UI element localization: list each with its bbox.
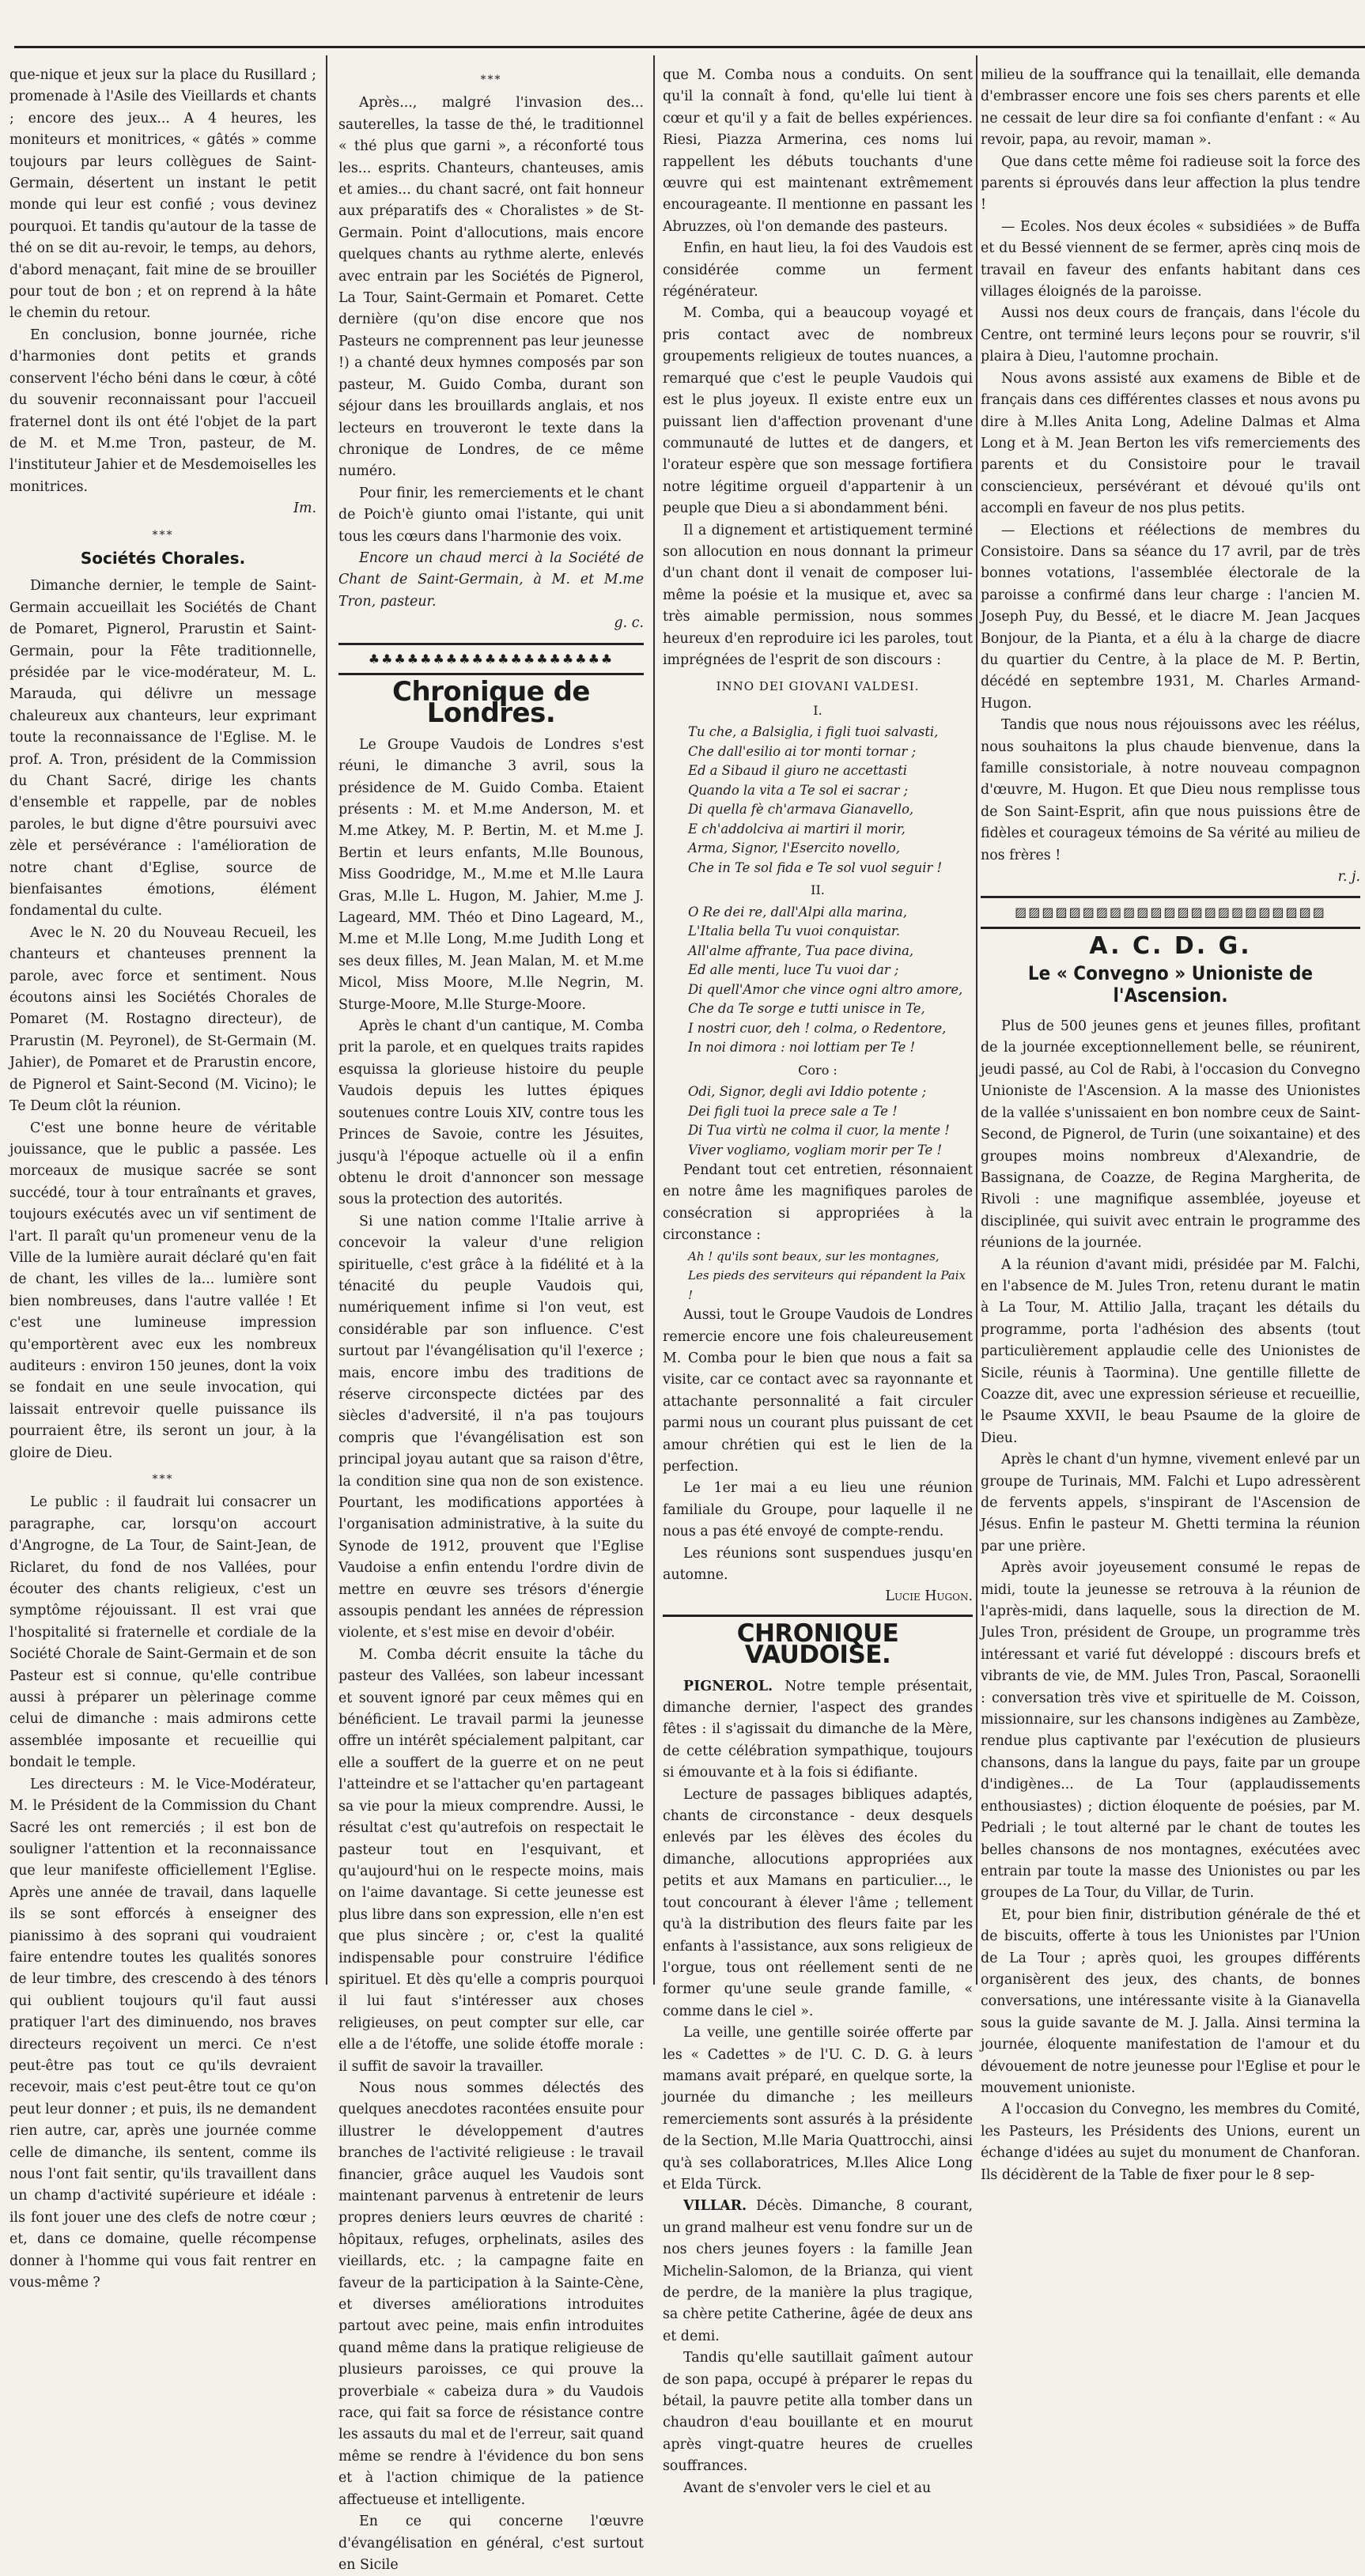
- signature: r. j.: [1337, 869, 1360, 886]
- paragraph: — Elections et réélections de membres du Consistoire. Dans sa séance du 17 avril, par de très bonnes votations, l'assemblée électorale de la paroisse a confirmé dans leur charge : l'ancien M. Joseph Puy, du Bessé, et le diacre M. Jean Jacques Bonjour, de la Pianta, et a élu à la charge de diacre du quartier du Centre, à la place de M. P. Bertin, décédé en septembre 1931, M. Charles Armand-Hugon.: [981, 522, 1360, 712]
- paragraph: Il a dignement et artistiquement terminé son allocution en nous donnant la primeur d'un chant dont il venait de composer lui-même la poésie et la musique et, avec sa très aimable permission, nous sommes heureux d'en reproduire ici les paroles, tout imprégnées de l'esprit de son discours :: [663, 522, 973, 668]
- column-3: [663, 65, 973, 2496]
- column-2: [338, 65, 644, 2573]
- paragraph: A la réunion d'avant midi, présidée par M. Falchi, en l'absence de M. Jules Tron, retenu durant le matin à La Tour, M. Attilio Jalla, traçant les détails du programme, porta l'adhésion des absents (tout particulièrement applaudie celle des Unionistes de Sicile, réunis à Taormina). Une gentille fillette de Coazze dit, avec une expression sérieuse et recueillie, le Psaume XXVII, le beau Psaume de la gloire de Dieu.: [981, 1256, 1360, 1446]
- paragraph-text: Décès. Dimanche, 8 courant, un grand malheur est venu fondre sur un de nos chers jeunes foyers : la famille Jean Michelin-Salomon, de la Brianza, qui vient de perdre, de la manière la plus tragique, sa chère petite Catherine, âgée de deux ans et demi.: [663, 2198, 973, 2344]
- paragraph: C'est une bonne heure de véritable jouissance, que le public a passée. Les morceaux de musique sacrée se sont succédé, tour à tour entraînants et graves, toujours exécutés avec un vif sentiment de l'art. Il paraît qu'un promeneur venu de la Ville de la lumière aurait déclaré qu'en fait de chant, les villes de la... lumière sont bien nombreuses, dans l'autre vallée ! Et c'est une lumineuse impression qu'emportèrent avec eux les nombreux auditeurs : environ 150 jeunes, dont la voix se fondait en une seule invocation, qui laissait entrevoir quelle puissance ils pourraient être, ils seront un jour, à la gloire de Dieu.: [9, 1120, 316, 1461]
- section-heading-chronique-vaudoise: CHRONIQUE VAUDOISE.: [736, 1618, 899, 1670]
- paragraph: — Ecoles. Nos deux écoles « subsidiées » de Buffa et du Bessé viennent de se fermer, après cinq mois de travail en faveur des enfants habitant dans ces villages éloignés de la paroisse.: [981, 218, 1360, 300]
- paragraph: En ce qui concerne l'œuvre d'évangélisation en général, c'est surtout en Sicile: [338, 2514, 644, 2573]
- paragraph: Le public : il faudrait lui consacrer un paragraphe, car, lorsqu'on accourt d'Angrogne, de La Tour, de Saint-Jean, de Riclaret, du fond de nos Vallées, pour écouter des chants religieux, c'est un symptôme réjouissant. Il est vrai que l'hospitalité si fraternelle et cordiale de la Société Chorale de Saint-Germain et de son Pasteur est si connue, qu'elle contribue aussi à préparer un pèlerinage comme celui de dimanche : mais admirons cette assemblée imposante et recueillie qui bondait le temple.: [9, 1494, 316, 1771]
- column-divider: [976, 55, 977, 1985]
- paragraph: Nous avons assisté aux examens de Bible et de français dans ces différentes classes et nous avons pu dire à M.lles Anita Long, Adeline Dalmas et Alma Long et à M. Jean Berton les vifs remerciements des parents et du Consistoire pour le travail consciencieux, persévérant et dévoué qu'ils ont accompli en faveur de nos plus petits.: [981, 370, 1360, 517]
- paragraph: Et, pour bien finir, distribution générale de thé et de biscuits, offerte à tous les Unionistes par l'Union de La Tour ; après quoi, les groupes différents organisèrent des jeux, des chants, de bonnes conversations, une intéressante visite à la Gianavella sous la guide savante de M. J. Jalla. Ainsi termina la journée, éloquente manifestation de l'amour et du dévouement de notre jeunesse pour l'Eglise et pour le mouvement unioniste.: [981, 1906, 1360, 2096]
- paragraph: Enfin, en haut lieu, la foi des Vaudois est considérée comme un ferment régénérateur.: [663, 240, 973, 300]
- section-heading-societes-chorales: Sociétés Chorales.: [80, 548, 246, 568]
- paragraph: Nous nous sommes délectés des quelques anecdotes racontées ensuite pour illustrer le développement d'autres branches de l'activité religieuse : le travail financier, grâce auquel les Vaudois sont maintenant parvenus à entretenir de leurs propres deniers leurs œuvres de charité : hôpitaux, refuges, orphelinats, asiles des vieillards, etc. ; la campagne faite en faveur de la participation à la Sainte-Cène, et diverses améliorations introduites partout avec peine, mais enfin introduites quand même dans la pratique religieuse de plusieurs paroisses, ce qui prouve la proverbiale « cabeiza dura » du Vaudois race, qui fait sa force de résistance contre les assauts du mal et de l'erreur, sait quand même se rendre à l'évidence du bon sens et à l'action chimique de la patience affectueuse et intelligente.: [338, 2079, 644, 2508]
- paragraph: En conclusion, bonne journée, riche d'harmonies dont petits et grands conservent l'écho béni dans le cœur, à côté du souvenir reconnaissant pour l'accueil fraternel dont ils ont été l'objet de la part de M. et M.me Tron, pasteur, de M. l'instituteur Jahier et de Mesdemoiselles les monitrices.: [9, 327, 316, 495]
- paragraph: Pendant tout cet entretien, résonnaient en notre âme les magnifiques paroles de consécration si appropriées à la circonstance :: [663, 1162, 973, 1244]
- paragraph: milieu de la souffrance qui la tenaillait, elle demanda d'embrasser encore une fois ses chers parents et elle ne cessait de leur dire sa foi confiante d'enfant : « Au revoir, papa, au revoir, maman ».: [981, 67, 1360, 149]
- paragraph: Plus de 500 jeunes gens et jeunes filles, profitant de la journée exceptionnellement belle, se réunirent, jeudi passé, au Col de Rabi, à l'occasion du Convegno Unioniste de l'Ascension. A la masse des Unionistes de la vallée s'unissaient en bon nombre ceux de Saint-Second, de Pignerol, de Turin (une soixantaine) et des groupes moins nombreux d'Alexandrie, de Bassignana, de Coazze, de Regina Margherita, de Rivoli : une magnifique assemblée, joyeuse et disciplinée, qui suivit avec entrain le programme des réunions de la journée.: [981, 1018, 1360, 1252]
- signature: g. c.: [614, 615, 644, 632]
- paragraph: Avec le N. 20 du Nouveau Recueil, les chanteurs et chanteuses prennent la parole, avec force et sentiment. Nous écoutons ainsi les Sociétés Chorales de Pomaret (M. Rostagno directeur), de Prarustin (M. Peyronel), de St-Germain (M. Jahier), de Pomaret et de Prarustin encore, de Pignerol et Saint-Second (M. Vicino); le Te Deum clôt la réunion.: [9, 924, 316, 1115]
- paragraph: Dimanche dernier, le temple de Saint-Germain accueillait les Sociétés de Chant de Pomaret, Pignerol, Prarustin et Saint-Germain, pour la Fête traditionnelle, présidée par le vice-modérateur, M. L. Marauda, qui délivre un message chaleureux aux chanteurs, leur exprimant toute la reconnaissance de l'Eglise. M. le prof. A. Tron, président de la Commission du Chant Sacré, dirige les chants d'ensemble et rappelle, par de nobles paroles, le but digne d'être poursuivi avec zèle et persévérance : l'amélioration de notre chant d'Eglise, source de bienfaisantes émotions, élément fondamental du culte.: [9, 578, 316, 920]
- column-divider: [326, 55, 327, 1985]
- signature: Lucie Hugon.: [885, 1588, 973, 1605]
- paragraph: Tandis que nous nous réjouissons avec les réélus, nous souhaitons la plus chaude bienvenue, dans la famille consistoriale, à notre nouveau compagnon d'œuvre, M. Hugon. Et que Dieu nous remplisse tous de Son Saint-Esprit, afin que nous puissions être de fidèles et courageux témoins de Sa vérité au milieu de nos frères !: [981, 717, 1360, 863]
- poem-stanza: O Re dei re, dall'Alpi alla marina, L'Italia bella Tu vuoi conquistar. All'alme affrante, Tua pace divina, Ed alle menti, luce Tu vuoi dar ; Di quell'Amor che vince ogni altro amore, Che da Te sorge e tutti unisce in Te, I nostri cuor, deh ! colma, o Redentore, In noi dimora : noi lottiam per Te !: [688, 904, 963, 1056]
- section-separator: ***: [480, 74, 502, 86]
- column-1: [9, 65, 316, 2291]
- paragraph: Si une nation comme l'Italie arrive à concevoir la valeur d'une religion spirituelle, c'est grâce à la fidélité et à la ténacité du peuple Vaudois qui, numériquement infime si l'on veut, est considérable par son influence. C'est surtout par l'évangélisation qu'il l'exerce ; mais, encore imbu des traditions de réserve circonspecte dictées par des siècles d'adversité, il n'a pas toujours compris que l'évangélisation est son principal joyau autant que sa raison d'être, la condition sine qua non de son existence. Pourtant, les modifications apportées à l'organisation administrative, à la suite du Synode de 1912, prouvent que l'Eglise Vaudoise a enfin entendu l'ordre divin de mettre en œuvre ses trésors d'énergie assoupis pendant les années de répression violente, et s'est mise en devoir d'obéir.: [338, 1213, 644, 1641]
- section-subheading-convegno: Le « Convegno » Unioniste de l'Ascension.: [1027, 962, 1314, 1007]
- chorus-label: Coro :: [798, 1062, 838, 1078]
- paragraph: Le Groupe Vaudois de Londres s'est réuni, le dimanche 3 avril, sous la présidence de M. Guido Comba. Etaient présents : M. et M.me Anderson, M. et M.me Atkey, M. P. Bertin, M. et M.me J. Bertin et leurs enfants, M.lle Bounous, Miss Goodridge, M., M.me et M.lle Laura Gras, M.lle L. Hugon, M. Jahier, M.me J. Lageard, MM. Théo et Dino Lageard, M., M.me et M.lle Long, M.me Judith Long et ses deux filles, M. Jean Malan, M. et M.me Micol, Miss Moore, M.lle Negrin, M. Sturge-Moore, M.lle Sturge-Moore.: [338, 736, 644, 1013]
- stanza-number: II.: [811, 882, 825, 898]
- paragraph: Avant de s'envoler vers le ciel et au: [683, 2480, 932, 2496]
- paragraph: Après avoir joyeusement consumé le repas de midi, toute la jeunesse se retrouva à la réunion de l'après-midi, dans laquelle, sous la direction de M. Jules Tron, président de Groupe, un programme très intéressant et varié fut développé : discours brefs et vibrants de vie, de MM. Jules Tron, Pascal, Soraonelli : conversation très vive et spirituelle de M. Coisson, missionnaire, sur les chansons indigènes au Zambèze, rendue plus captivante par l'exécution de plusieurs chansons, dans la langue du pays, faite par un groupe d'indigènes... de La Tour (applaudissements enthousiastes) ; diction éloquente de poésies, par M. Pedriali ; le tout alterné par le chant de toutes les belles chansons de nos montagnes, exécutées avec entrain par toute la masse des Unionistes ou par les groupes de La Tour, du Villar, de Turin.: [981, 1560, 1360, 1902]
- quotation: Ah ! qu'ils sont beaux, sur les montagnes, Les pieds des serviteurs qui répandent la Paix !: [688, 1248, 966, 1302]
- section-separator: ***: [152, 528, 174, 542]
- paragraph: Après le chant d'un hymne, vivement enlevé par un groupe de Turinais, MM. Falchi et Lupo adressèrent de fervents appels, s'inspirant de l'Ascension de Jésus. Enfin le pasteur M. Ghetti termina la réunion par une prière.: [981, 1452, 1360, 1554]
- stanza-number: I.: [813, 702, 822, 718]
- paragraph: que-nique et jeux sur la place du Rusillard ; promenade à l'Asile des Vieillards et chants ; encore des jeux... A 4 heures, les moniteurs et monitrices, « gâtés » comme toujours par leurs collègues de Saint-Germain, désertent un instant le petit monde qui leur est confié ; vous devinez pourquoi. Et tandis qu'autour de la tasse de thé on se dit au-revoir, le temps, au dehors, d'abord menaçant, fait mine de se brouiller pour tout de bon ; et on reprend à la hâte le chemin du retour.: [9, 67, 316, 322]
- paragraph: M. Comba décrit ensuite la tâche du pasteur des Vallées, son labeur incessant et souvent ignoré par ceux mêmes qui en bénéficient. Le travail parmi la jeunesse offre un intérêt spécialement palpitant, car elle a souffert de la guerre et on ne peut l'atteindre et se l'attacher qu'en partageant sa vie pour la mieux comprendre. Aussi, le résultat c'est qu'autrefois on respectait le pasteur tout en l'esquivant, et qu'aujourd'hui on le respecte moins, mais on l'aime davantage. Si cette jeunesse est plus libre dans son expression, elle n'en est que plus sincère ; or, c'est la qualité indispensable pour construire l'édifice spirituel. Et dès qu'elle a compris pourquoi il lui faut s'intéresser aux choses religieuses, on peut compter sur elle, car elle a de l'étoffe, une solide étoffe morale : il suffit de savoir la travailler.: [338, 1646, 644, 2075]
- section-heading-acdg: A. C. D. G.: [1089, 931, 1252, 960]
- paragraph: La veille, une gentille soirée offerte par les « Cadettes » de l'U. C. D. G. à leurs mamans avait préparé, en quelque sorte, la journée du dimanche ; les meilleurs remerciements sont assurés à la présidente de la Section, M.lle Maria Quattrocchi, ainsi qu'à ses collaboratrices, M.lles Alice Long et Elda Türck.: [663, 2025, 973, 2193]
- paragraph: Tandis qu'elle sautillait gaîment autour de son papa, occupé à préparer le repas du bétail, la pauvre petite alla tomber dans un chaudron d'eau bouillante et en mourut après vingt-quatre heures de cruelles souffrances.: [663, 2350, 973, 2475]
- section-heading-chronique-londres: Chronique de Londres.: [392, 675, 590, 730]
- poem-chorus: Odi, Signor, degli avi Iddio potente ; Dei figli tuoi la prece sale a Te ! Di Tua virtù ne colma il cuor, la mente ! Viver vogliamo, vogliam morir per Te !: [688, 1084, 950, 1158]
- paragraph: Lecture de passages bibliques adaptés, chants de circonstance - deux desquels enlevés par les élèves des écoles du dimanche, allocutions appropriées aux petits et aux Mamans en particulier..., le tout concourant à élever l'âme ; tellement qu'à la distribution des fleurs faite par les enfants à l'assistance, aux sons religieux de l'orgue, tous ont réellement senti de ne former qu'une seule grande famille, « comme dans le ciel ».: [663, 1786, 973, 2019]
- poem-title: INNO DEI GIOVANI VALDESI.: [716, 679, 920, 694]
- paragraph: Aussi nos deux cours de français, dans l'école du Centre, ont terminé leurs leçons pour se rouvrir, s'il plaira à Dieu, l'automne prochain.: [981, 305, 1360, 365]
- paragraph: Pour finir, les remerciements et le chant de Poich'è giunto omai l'istante, qui unit tous les cœurs dans l'harmonie des voix.: [338, 485, 644, 545]
- section-separator: ***: [152, 1473, 174, 1486]
- column-4: [981, 65, 1360, 2183]
- ornament-divider: ♣♣♣♣♣♣♣♣♣♣♣♣♣♣♣♣♣♣♣: [338, 643, 644, 675]
- paragraph: Les directeurs : M. le Vice-Modérateur, M. le Président de la Commission du Chant Sacré les ont remerciés ; il est bon de souligner l'attention et la reconnaissance que leur manifeste officiellement l'Eglise. Après une année de travail, dans laquelle ils se sont efforcés à enseigner des pianissimo à des soprani qui voudraient faire entendre toutes les qualités sonores de leur timbre, des crescendo à des ténors qui oublient toujours qu'il faut aussi pratiquer l'art des diminuendo, nos braves directeurs reçoivent un merci. Ce n'est peut-être pas tout ce qu'ils devraient recevoir, mais c'est peut-être tout ce qu'on peut leur donner ; et puis, ils ne demandent rien autre, car, après une journée comme celle de dimanche, ils sentent, comme ils nous l'ont fait sentir, qu'ils travaillent dans un champ d'activité supérieure et idéale : ils font jouer une des clefs de notre cœur ; et, dans ce domaine, quelle récompense donner à l'homme qui vous fait rentrer en vous-même ?: [9, 1776, 316, 2291]
- place-name: PIGNEROL.: [683, 1678, 773, 1694]
- signature: Im.: [293, 500, 316, 517]
- paragraph: Que dans cette même foi radieuse soit la force des parents si éprouvés dans leur affection la plus tendre !: [981, 153, 1360, 213]
- paragraph: A l'occasion du Convegno, les membres du Comité, les Pasteurs, les Présidents des Unions, eurent un échange d'idées au sujet du monument de Chanforan. Ils décidèrent de la Table de fixer pour le 8 sep-: [981, 2102, 1360, 2183]
- ornament-divider: ▨▨▨▨▨▨▨▨▨▨▨▨▨▨▨▨▨▨▨▨▨▨▨: [981, 896, 1360, 928]
- paragraph: Après le chant d'un cantique, M. Comba prit la parole, et en quelques traits rapides esquissa la glorieuse histoire du peuple Vaudois depuis les luttes épiques soutenues contre Louis XIV, contre tous les Princes de Savoie, contre les Jésuites, jusqu'à l'époque actuelle où il a enfin obtenu le droit d'annoncer son message sous la protection des autorités.: [338, 1018, 644, 1208]
- paragraph: [663, 1676, 973, 1785]
- place-name: VILLAR.: [683, 2198, 747, 2215]
- column-divider: [653, 55, 655, 1985]
- paragraph: Le 1er mai a eu lieu une réunion familiale du Groupe, pour laquelle il ne nous a pas été envoyé de compte-rendu.: [663, 1480, 973, 1540]
- paragraph: Encore un chaud merci à la Société de Chant de Saint-Germain, à M. et M.me Tron, pasteur.: [338, 550, 644, 610]
- poem-stanza: Tu che, a Balsiglia, i figli tuoi salvasti, Che dall'esilio ai tor monti tornar ; Ed a Sibaud il giuro ne accettasti Quando la vita a Te sol ei sacrar ; Di quella fè ch'armava Gianavello, E ch'addolciva ai martiri il morir, Arma, Signor, l'Esercito novello, Che in Te sol fida e Te sol vuol seguir !: [688, 724, 943, 875]
- paragraph: M. Comba, qui a beaucoup voyagé et pris contact avec de nombreux groupements religieux de toutes nuances, a remarqué que c'est le peuple Vaudois qui est le plus joyeux. Il existe entre eux un puissant lien d'affection provenant d'une communauté de luttes et de dangers, et l'orateur espère que son message fortifiera notre légitime orgueil d'appartenir à un peuple que Dieu a si abondamment béni.: [663, 305, 973, 517]
- paragraph: Après..., malgré l'invasion des... sauterelles, la tasse de thé, le traditionnel « thé plus que garni », a réconforté tous les... esprits. Chanteurs, chanteuses, amis et amies... du chant sacré, ont fait honneur aux préparatifs des « Choralistes » de St-Germain. Point d'allocutions, mais encore quelques chants au rythme alerte, enlevés avec entrain par les Sociétés de Pignerol, La Tour, Saint-Germain et Pomaret. Cette dernière (qu'on dise encore que nos Pasteurs ne comprennent pas leur jeunesse !) a chanté deux hymnes composés par son pasteur, M. Guido Comba, durant son séjour dans les brouillards anglais, et nos lecteurs en trouveront le texte dans la chronique de Londres, de ce même numéro.: [338, 95, 644, 480]
- paragraph: [663, 2196, 973, 2347]
- paragraph: Les réunions sont suspendues jusqu'en automne.: [663, 1545, 973, 1583]
- paragraph-text: Notre temple présentait, dimanche dernier, l'aspect des grandes fêtes : il s'agissait du dimanche de la Mère, de cette célébration sympathique, toujours si émouvante et à la fois si édifiante.: [663, 1678, 973, 1781]
- paragraph: que M. Comba nous a conduits. On sent qu'il la connaît à fond, qu'elle lui tient à cœur et qu'il y a fait de belles expériences. Riesi, Piazza Armerina, ces noms lui rappellent les débuts touchants d'une œuvre qui est maintenant extrêmement encourageante. Il mentionne en passant les Abruzzes, où l'on demande des pasteurs.: [663, 67, 973, 235]
- paragraph: Aussi, tout le Groupe Vaudois de Londres remercie encore une fois chaleureusement M. Comba pour le bien que nous a fait sa visite, car ce contact avec sa rayonnante et attachante personnalité a fait circuler parmi nous un courant plus puissant de cet amour chrétien qui est le lien de la perfection.: [663, 1307, 973, 1475]
- top-rule: [14, 46, 1365, 48]
